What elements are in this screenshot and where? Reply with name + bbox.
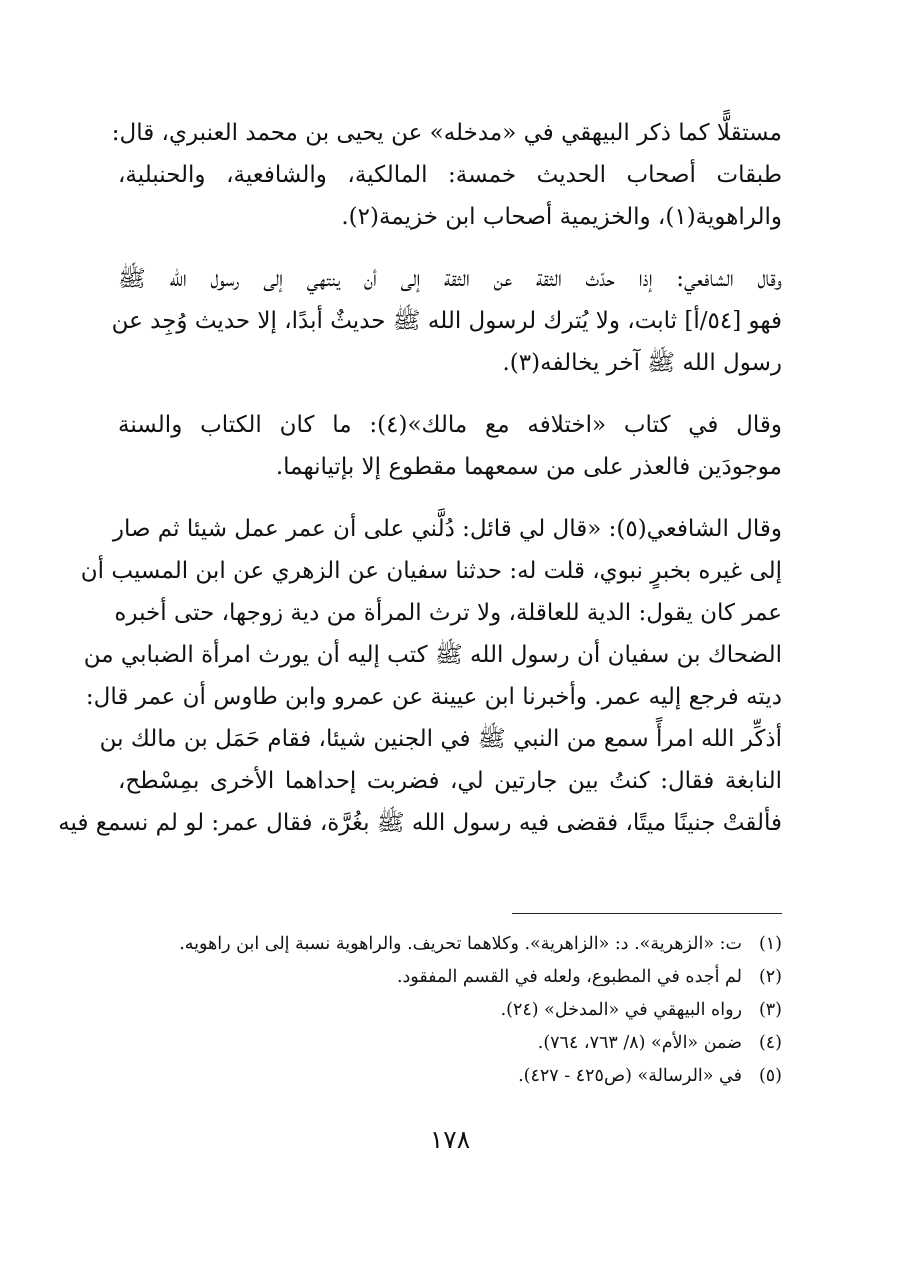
footnote-text: في «الرسالة» (ص٤٢٥ - ٤٢٧). xyxy=(518,1066,742,1086)
main-text xyxy=(58,112,783,864)
text-line: مستقلًّا كما ذكر البيهقي في «مدخله» عن يحيى بن محمد العنبري، قال: xyxy=(111,120,782,146)
paragraph-4 xyxy=(58,508,782,844)
footnote-number: (٤) xyxy=(758,1033,782,1053)
footnote-item xyxy=(118,928,782,961)
text-line: وقال الشافعي: إذا حدّث الثقة عن الثقة إلى أن ينتهي إلى رسول الله ﷺ xyxy=(118,266,782,292)
text-line: الضحاك بن سفيان أن رسول الله ﷺ كتب إليه أن يورث امرأة الضبابي من xyxy=(83,642,782,668)
text-line: أذكِّر الله امرأً سمع من النبي ﷺ في الجنين شيئا، فقام حَمَل بن مالك بن xyxy=(99,726,782,752)
footnote-number: (٥) xyxy=(758,1066,782,1086)
footnote-text: رواه البيهقي في «المدخل» (٢٤). xyxy=(500,1000,742,1020)
footnote-separator xyxy=(512,913,782,914)
text-line: وقال الشافعي(٥): «قال لي قائل: دُلَّني على أن عمر عمل شيئا ثم صار xyxy=(112,516,782,542)
text-line: ديته فرجع إليه عمر. وأخبرنا ابن عيينة عن عمرو وابن طاوس أن عمر قال: xyxy=(85,684,782,710)
page-number: ١٧٨ xyxy=(429,1125,471,1154)
text-line: النابغة فقال: كنتُ بين جارتين لي، فضربت إحداهما الأخرى بمِسْطح، xyxy=(118,768,782,794)
footnote-item xyxy=(118,994,782,1027)
text-line: والراهوية(١)، والخزيمية أصحاب ابن خزيمة(٢). xyxy=(341,204,782,230)
paragraph-2 xyxy=(111,258,782,384)
text-line: فألقتْ جنينًا ميتًا، فقضى فيه رسول الله ﷺ بغُرَّة، فقال عمر: لو لم نسمع فيه xyxy=(58,810,782,836)
text-line: عمر كان يقول: الدية للعاقلة، ولا ترث المرأة من دية زوجها، حتى أخبره xyxy=(114,600,782,626)
text-line: موجودَين فالعذر على من سمعهما مقطوع إلا بإتيانهما. xyxy=(275,454,782,480)
footnote-number: (١) xyxy=(758,934,782,954)
text-line: إلى غيره بخبرٍ نبوي، قلت له: حدثنا سفيان عن الزهري عن ابن المسيب أن xyxy=(80,558,782,584)
footnote-text: ت: «الزهرية». د: «الزاهرية». وكلاهما تحريف. والراهوية نسبة إلى ابن راهويه. xyxy=(179,934,742,954)
text-line: رسول الله ﷺ آخر يخالفه(٣). xyxy=(502,350,782,376)
footnote-text: ضمن «الأم» (٨/ ٧٦٣، ٧٦٤). xyxy=(537,1033,742,1053)
footnote-item xyxy=(118,961,782,994)
footnote-number: (٢) xyxy=(758,967,782,987)
footnote-number: (٣) xyxy=(758,1000,782,1020)
text-line: فهو [٥٤/أ] ثابت، ولا يُترك لرسول الله ﷺ حديثٌ أبدًا، إلا حديث وُجِد عن xyxy=(111,308,782,334)
footnotes xyxy=(118,928,782,1093)
footnote-item xyxy=(118,1060,782,1093)
text-line: وقال في كتاب «اختلافه مع مالك»(٤): ما كان الكتاب والسنة xyxy=(118,412,783,438)
footnote-item xyxy=(118,1027,782,1060)
footnote-text: لم أجده في المطبوع، ولعله في القسم المفقود. xyxy=(396,967,742,987)
paragraph-3 xyxy=(118,404,782,488)
text-line: طبقات أصحاب الحديث خمسة: المالكية، والشافعية، والحنبلية، xyxy=(118,162,782,188)
paragraph-1 xyxy=(111,112,782,238)
